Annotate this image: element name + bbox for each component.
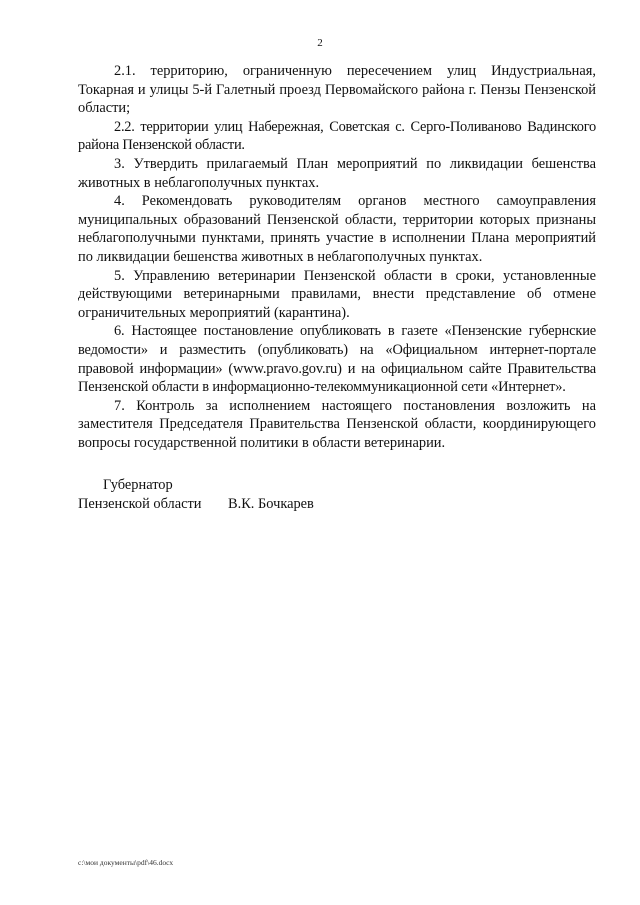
footer-file-path: c:\мои документы\pdf\46.docx xyxy=(78,858,174,867)
document-body xyxy=(78,62,596,452)
paragraph-6: 6. Настоящее постановление опубликовать в газете «Пензенские губернские ведомости» и разместить (опубликовать) на «Официальном интернет-портале правовой информации» (www.pravo.gov.ru) и на официальном сайте Правительства Пензенской области в информационно-телекоммуникационной сети «Интернет». xyxy=(78,323,596,396)
paragraph-3: 3. Утвердить прилагаемый План мероприятий по ликвидации бешенства животных в неблагополучных пунктах. xyxy=(78,155,596,191)
signatory-name: В.К. Бочкарев xyxy=(228,496,314,512)
signature-row xyxy=(78,495,478,514)
signature-block xyxy=(78,476,478,514)
page-number: 2 xyxy=(317,37,323,49)
paragraph-7: 7. Контроль за исполнением настоящего постановления возложить на заместителя Председателя Правительства Пензенской области, координирующего вопросы государственной политики в области ветеринарии. xyxy=(78,397,596,451)
paragraph-4: 4. Рекомендовать руководителям органов местного самоуправления муниципальных образований Пензенской области, территории которых признаны неблагополучными пунктами, принять участие в исполнении Плана мероприятий по ликвидации бешенства животных в неблагополучных пунктах. xyxy=(78,193,596,265)
signatory-region: Пензенской области xyxy=(78,496,202,512)
paragraph-2-1: 2.1. территорию, ограниченную пересечением улиц Индустриальная, Токарная и улицы 5-й Галетный проезд Первомайского района г. Пензы Пензенской области; xyxy=(78,63,596,117)
paragraph-5: 5. Управлению ветеринарии Пензенской области в сроки, установленные действующими ветеринарными правилами, внести представление об отмене ограничительных мероприятий (карантина). xyxy=(78,267,596,321)
paragraph-2-2: 2.2. территории улиц Набережная, Советская с. Серго-Поливаново Вадинского района Пензенской области. xyxy=(78,118,596,154)
signatory-title: Губернатор xyxy=(103,477,173,493)
